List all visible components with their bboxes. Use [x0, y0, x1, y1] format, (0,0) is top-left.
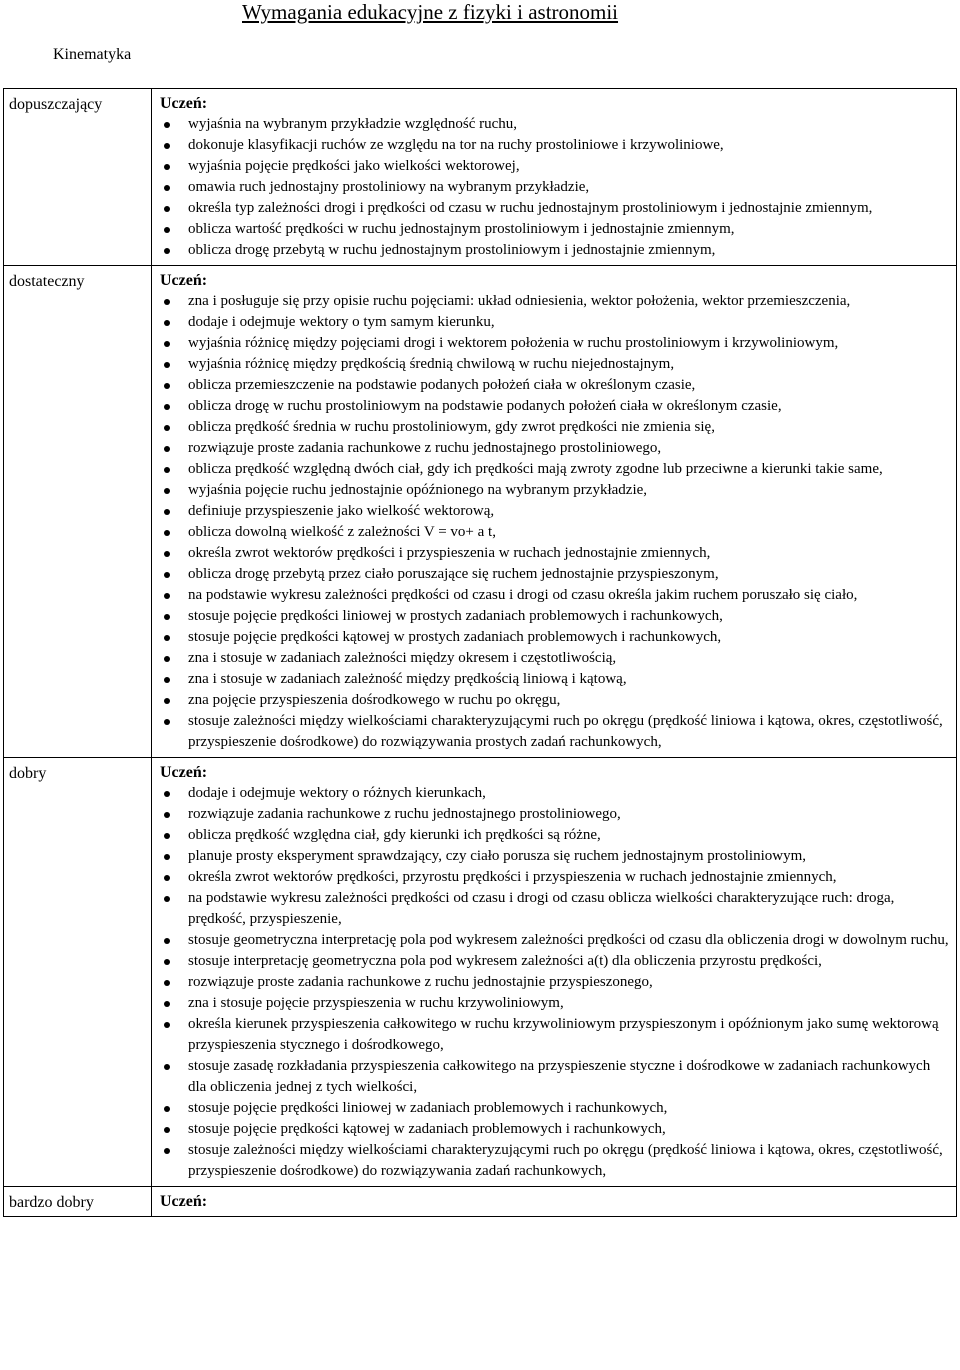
requirement-item: dodaje i odejmuje wektory o różnych kierunkach, — [160, 783, 950, 804]
grade-row — [4, 89, 957, 266]
requirement-item: oblicza drogę przebytą w ruchu jednostajnym prostoliniowym i jednostajnie zmiennym, — [160, 240, 950, 261]
requirement-item: zna i stosuje w zadaniach zależności między okresem i częstotliwością, — [160, 648, 950, 669]
requirements-list — [160, 783, 950, 1182]
grade-level-label: bardzo dobry — [4, 1187, 152, 1217]
requirement-item: rozwiązuje proste zadania rachunkowe z ruchu jednostajnego prostoliniowego, — [160, 438, 950, 459]
requirement-item: oblicza wartość prędkości w ruchu jednostajnym prostoliniowym i jednostajnie zmiennym, — [160, 219, 950, 240]
requirement-item: oblicza prędkość średnia w ruchu prostoliniowym, gdy zwrot prędkości nie zmienia się, — [160, 417, 950, 438]
requirement-item: rozwiązuje zadania rachunkowe z ruchu jednostajnego prostoliniowego, — [160, 804, 950, 825]
requirement-item: stosuje pojęcie prędkości liniowej w prostych zadaniach problemowych i rachunkowych, — [160, 606, 950, 627]
requirements-list — [160, 291, 950, 753]
requirement-item: oblicza prędkość względną dwóch ciał, gdy ich prędkości mają zwroty zgodne lub przeciwne a kierunki takie same, — [160, 459, 950, 480]
requirement-item: zna i stosuje pojęcie przyspieszenia w ruchu krzywoliniowym, — [160, 993, 950, 1014]
pupil-label: Uczeń: — [160, 764, 208, 781]
requirements-cell — [152, 758, 957, 1187]
grade-level-label: dostateczny — [4, 266, 152, 758]
requirement-item: rozwiązuje proste zadania rachunkowe z ruchu jednostajnie przyspieszonego, — [160, 972, 950, 993]
grade-row — [4, 758, 957, 1187]
requirement-item: dokonuje klasyfikacji ruchów ze względu na tor na ruchy prostoliniowe i krzywoliniowe, — [160, 135, 950, 156]
requirement-item: stosuje zasadę rozkładania przyspieszenia całkowitego na przyspieszenie styczne i dośrodkowe w zadaniach rachunkowych dla obliczenia jednej z tych wielkości, — [160, 1056, 950, 1098]
grade-row — [4, 1187, 957, 1217]
requirement-item: stosuje pojęcie prędkości kątowej w zadaniach problemowych i rachunkowych, — [160, 1119, 950, 1140]
grade-row — [4, 266, 957, 758]
requirement-item: wyjaśnia pojęcie ruchu jednostajnie opóźnionego na wybranym przykładzie, — [160, 480, 950, 501]
requirement-item: określa zwrot wektorów prędkości, przyrostu prędkości i przyspieszenia w ruchach jednostajnie zmiennych, — [160, 867, 950, 888]
requirement-item: oblicza drogę przebytą przez ciało poruszające się ruchem jednostajnie przyspieszonym, — [160, 564, 950, 585]
requirement-item: stosuje pojęcie prędkości kątowej w prostych zadaniach problemowych i rachunkowych, — [160, 627, 950, 648]
requirement-item: wyjaśnia różnicę między pojęciami drogi i wektorem położenia w ruchu prostoliniowym i krzywoliniowym, — [160, 333, 950, 354]
requirement-item: stosuje zależności między wielkościami charakteryzującymi ruch po okręgu (prędkość liniowa i kątowa, okres, częstotliwość, przyspieszenie dośrodkowe) do rozwiązywania prostych zadań rachunkowych, — [160, 711, 950, 753]
requirement-item: omawia ruch jednostajny prostoliniowy na wybranym przykładzie, — [160, 177, 950, 198]
requirement-item: zna i stosuje w zadaniach zależność między prędkością liniową i kątową, — [160, 669, 950, 690]
requirements-cell — [152, 89, 957, 266]
requirement-item: stosuje geometryczna interpretację pola pod wykresem zależności prędkości od czasu dla obliczenia drogi w dowolnym ruchu, — [160, 930, 950, 951]
requirement-item: planuje prosty eksperyment sprawdzający, czy ciało porusza się ruchem jednostajnym prostoliniowym, — [160, 846, 950, 867]
requirements-cell — [152, 1187, 957, 1217]
section-heading: Kinematyka — [53, 46, 132, 63]
requirement-item: oblicza prędkość względna ciał, gdy kierunki ich prędkości są różne, — [160, 825, 950, 846]
requirement-item: definiuje przyspieszenie jako wielkość wektorową, — [160, 501, 950, 522]
requirement-item: zna i posługuje się przy opisie ruchu pojęciami: układ odniesienia, wektor położenia, wektor przemieszczenia, — [160, 291, 950, 312]
requirement-item: stosuje zależności między wielkościami charakteryzującymi ruch po okręgu (prędkość liniowa i kątowa, okres, częstotliwość, przyspieszenie dośrodkowe) do rozwiązywania zadań rachunkowych, — [160, 1140, 950, 1182]
requirement-item: stosuje interpretację geometryczna pola pod wykresem zależności a(t) dla obliczenia przyrostu prędkości, — [160, 951, 950, 972]
requirement-item: oblicza dowolną wielkość z zależności V = vo+ a t, — [160, 522, 950, 543]
requirements-list — [160, 114, 950, 261]
requirement-item: określa kierunek przyspieszenia całkowitego w ruchu krzywoliniowym przyspieszonym i opóźnionym jako sumę wektorową przyspieszenia stycznego i dośrodkowego, — [160, 1014, 950, 1056]
requirement-item: na podstawie wykresu zależności prędkości od czasu i drogi od czasu określa jakim ruchem poruszało się ciało, — [160, 585, 950, 606]
requirement-item: określa zwrot wektorów prędkości i przyspieszenia w ruchach jednostajnie zmiennych, — [160, 543, 950, 564]
requirements-cell — [152, 266, 957, 758]
requirement-item: wyjaśnia pojęcie prędkości jako wielkości wektorowej, — [160, 156, 950, 177]
requirement-item: wyjaśnia różnicę między prędkością średnią chwilową w ruchu niejednostajnym, — [160, 354, 950, 375]
requirement-item: na podstawie wykresu zależności prędkości od czasu i drogi od czasu oblicza wielkości charakteryzujące ruch: droga, prędkość, przyspieszenie, — [160, 888, 950, 930]
requirement-item: stosuje pojęcie prędkości liniowej w zadaniach problemowych i rachunkowych, — [160, 1098, 950, 1119]
requirement-item: oblicza przemieszczenie na podstawie podanych położeń ciała w określonym czasie, — [160, 375, 950, 396]
grade-level-label: dopuszczający — [4, 89, 152, 266]
pupil-label: Uczeń: — [160, 272, 208, 289]
pupil-label: Uczeń: — [160, 95, 208, 112]
requirement-item: oblicza drogę w ruchu prostoliniowym na podstawie podanych położeń ciała w określonym czasie, — [160, 396, 950, 417]
requirement-item: określa typ zależności drogi i prędkości od czasu w ruchu jednostajnym prostoliniowym i jednostajnie zmiennym, — [160, 198, 950, 219]
requirement-item: zna pojęcie przyspieszenia dośrodkowego w ruchu po okręgu, — [160, 690, 950, 711]
pupil-label: Uczeń: — [160, 1193, 208, 1210]
requirement-item: wyjaśnia na wybranym przykładzie względność ruchu, — [160, 114, 950, 135]
requirements-table — [3, 88, 957, 1217]
grade-level-label: dobry — [4, 758, 152, 1187]
requirement-item: dodaje i odejmuje wektory o tym samym kierunku, — [160, 312, 950, 333]
document-title: Wymagania edukacyjne z fizyki i astronomii — [242, 0, 619, 24]
